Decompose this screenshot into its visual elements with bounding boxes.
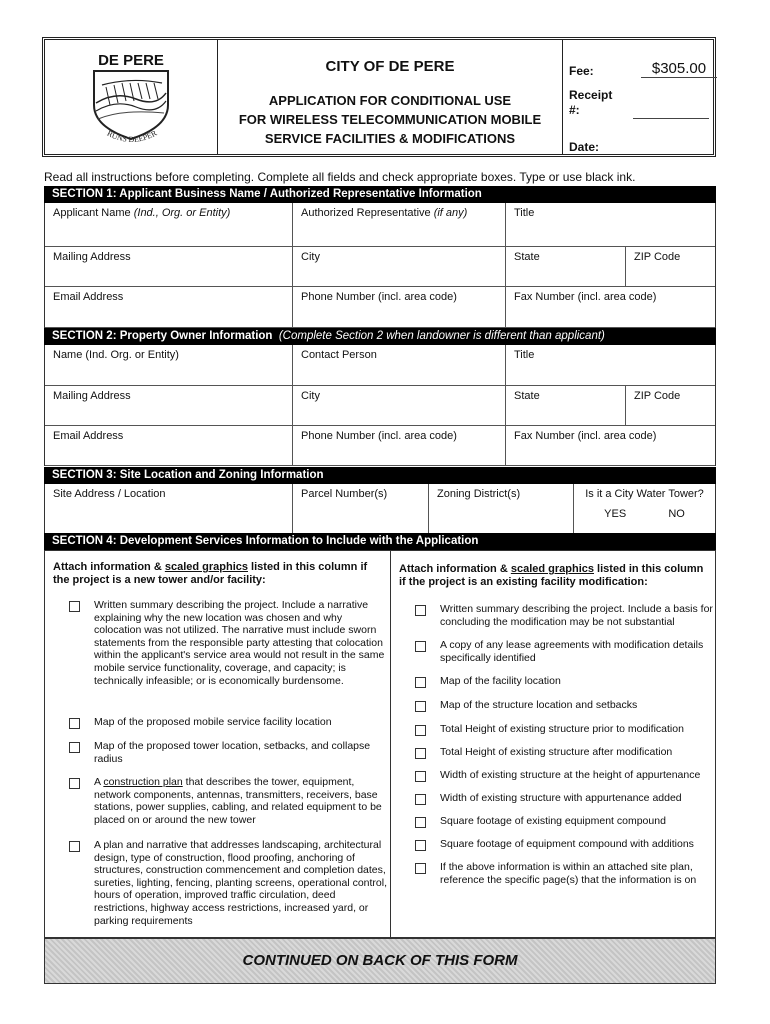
checkbox[interactable] — [415, 794, 426, 805]
owner-fax-field[interactable]: Fax Number (incl. area code) — [514, 430, 657, 442]
modification-heading: Attach information & scaled graphics listed in this column if the project is an existing facility modification: — [399, 563, 704, 588]
receipt-label: Receipt #: — [569, 88, 613, 117]
owner-mailing-field[interactable]: Mailing Address — [45, 386, 293, 425]
email-field[interactable]: Email Address — [45, 287, 293, 327]
checkbox[interactable] — [415, 701, 426, 712]
receipt-field[interactable] — [633, 118, 709, 119]
checkbox[interactable] — [415, 641, 426, 652]
owner-phone-field[interactable]: Phone Number (incl. area code) — [293, 426, 506, 465]
new-tower-column — [45, 551, 391, 937]
form-header — [42, 37, 716, 157]
checklist-item: Map of the proposed mobile service facility location — [69, 716, 387, 729]
checklist-item: A plan and narrative that addresses landscaping, architectural design, type of construction, flood proofing, anchoring of structures, construction commencement and completion dates, sureties, lighting, fencing, planting screens, operational control, hours of operation, improved traffic circulation, deed restrictions, highway access restrictions, increased yard, or parking requirements — [69, 839, 387, 927]
checkbox[interactable] — [69, 601, 80, 612]
checkbox[interactable] — [415, 863, 426, 874]
de-pere-logo-icon — [76, 47, 186, 147]
water-tower-question: Is it a City Water Tower? YES NO — [585, 488, 704, 520]
continued-banner: CONTINUED ON BACK OF THIS FORM — [44, 938, 716, 984]
checklist-item: Total Height of existing structure after modification — [415, 746, 713, 759]
owner-state-field[interactable]: State — [506, 386, 626, 425]
checkbox[interactable] — [415, 677, 426, 688]
owner-email-field[interactable]: Email Address — [45, 426, 293, 465]
owner-city-field[interactable]: City — [293, 386, 506, 425]
instructions: Read all instructions before completing. Complete all fields and check appropriate boxes. Type or use black ink. — [44, 170, 636, 184]
checkbox[interactable] — [415, 748, 426, 759]
new-tower-heading: Attach information & scaled graphics listed in this column if the project is a new tower and/or facility: — [53, 561, 368, 586]
checklist-item: Map of the proposed tower location, setbacks, and collapse radius — [69, 740, 387, 765]
zip-field[interactable]: ZIP Code — [634, 251, 681, 263]
checklist-item: Width of existing structure with appurtenance added — [415, 792, 713, 805]
fee-block — [563, 40, 713, 154]
section1-header: SECTION 1: Applicant Business Name / Authorized Representative Information — [44, 186, 716, 203]
city-logo — [45, 40, 218, 154]
checkbox[interactable] — [69, 778, 80, 789]
checklist-item: If the above information is within an attached site plan, reference the specific page(s) that the information is on — [415, 861, 713, 886]
checklist-item: Map of the structure location and setbacks — [415, 699, 713, 712]
section1-table — [44, 203, 716, 328]
section4-header: SECTION 4: Development Services Information to Include with the Application — [44, 533, 716, 550]
owner-title-field[interactable]: Title — [514, 349, 535, 361]
checklist-item: Map of the facility location — [415, 675, 713, 688]
checklist-item: Square footage of existing equipment compound — [415, 815, 713, 828]
city-field[interactable]: City — [293, 247, 506, 286]
checklist-item: Width of existing structure at the height of appurtenance — [415, 769, 713, 782]
fee-label: Fee: — [569, 64, 594, 78]
checkbox[interactable] — [415, 840, 426, 851]
yes-option[interactable]: YES — [604, 508, 627, 520]
site-address-field[interactable]: Site Address / Location — [45, 484, 293, 533]
checkbox[interactable] — [415, 771, 426, 782]
svg-text:RUNS DEEPER: RUNS DEEPER — [105, 128, 159, 145]
checklist-item: A copy of any lease agreements with modification details specifically identified — [415, 639, 713, 664]
fee-value: $305.00 — [641, 60, 717, 78]
parcel-number-field[interactable]: Parcel Number(s) — [293, 484, 429, 533]
title-field[interactable]: Title — [514, 207, 535, 219]
construction-plan-text: A construction plan that describes the tower, equipment, network components, antennas, transmitters, receivers, base stations, power supplies, cabling, and related equipment to be placed on or around the new tower — [94, 776, 382, 826]
owner-zip-field[interactable]: ZIP Code — [634, 390, 681, 402]
checkbox[interactable] — [415, 605, 426, 616]
city-name: CITY OF DE PERE — [325, 58, 455, 75]
section3-table — [44, 484, 716, 533]
zoning-district-field[interactable]: Zoning District(s) — [429, 484, 574, 533]
checklist-item: Written summary describing the project. Include a narrative explaining why the new location was chosen and why colocation was not utilized. The narrative must include sworn statements from the responsible party attesting that colocation within the applicant's service area would not result in the same mobile service functionality, coverage, and capacity; is technically infeasible; or is economically burdensome. — [69, 599, 387, 687]
applicant-name-field[interactable]: Applicant Name (Ind., Org. or Entity) — [45, 203, 293, 246]
fax-field[interactable]: Fax Number (incl. area code) — [514, 291, 657, 303]
checklist-item: Square footage of equipment compound with additions — [415, 838, 713, 851]
checkbox[interactable] — [415, 725, 426, 736]
mailing-address-field[interactable]: Mailing Address — [45, 247, 293, 286]
no-option[interactable]: NO — [668, 508, 685, 520]
checkbox[interactable] — [69, 841, 80, 852]
form-title: APPLICATION FOR CONDITIONAL USE FOR WIRELESS TELECOMMUNICATION MOBILE SERVICE FACILITIES & MODIFICATIONS — [238, 93, 542, 146]
fee-row — [569, 60, 707, 78]
checkbox[interactable] — [415, 817, 426, 828]
section2-table — [44, 345, 716, 466]
section2-header: SECTION 2: Property Owner Information (Complete Section 2 when landowner is different than applicant) — [44, 328, 716, 345]
modification-column — [391, 551, 715, 937]
checklist-item: Total Height of existing structure prior to modification — [415, 723, 713, 736]
checklist-item: Written summary describing the project. Include a basis for concluding the modification may be not substantial — [415, 603, 713, 628]
contact-person-field[interactable]: Contact Person — [293, 345, 506, 385]
form-title-block — [218, 40, 563, 154]
phone-field[interactable]: Phone Number (incl. area code) — [293, 287, 506, 327]
svg-text:DE PERE: DE PERE — [98, 52, 164, 69]
section4-body — [44, 550, 716, 938]
date-label: Date: — [569, 140, 600, 154]
checkbox[interactable] — [69, 742, 80, 753]
state-field[interactable]: State — [506, 247, 626, 286]
owner-name-field[interactable]: Name (Ind. Org. or Entity) — [45, 345, 293, 385]
section3-header: SECTION 3: Site Location and Zoning Information — [44, 467, 716, 484]
checkbox[interactable] — [69, 718, 80, 729]
checklist-item — [69, 776, 387, 826]
authorized-rep-field[interactable]: Authorized Representative (if any) — [293, 203, 506, 246]
